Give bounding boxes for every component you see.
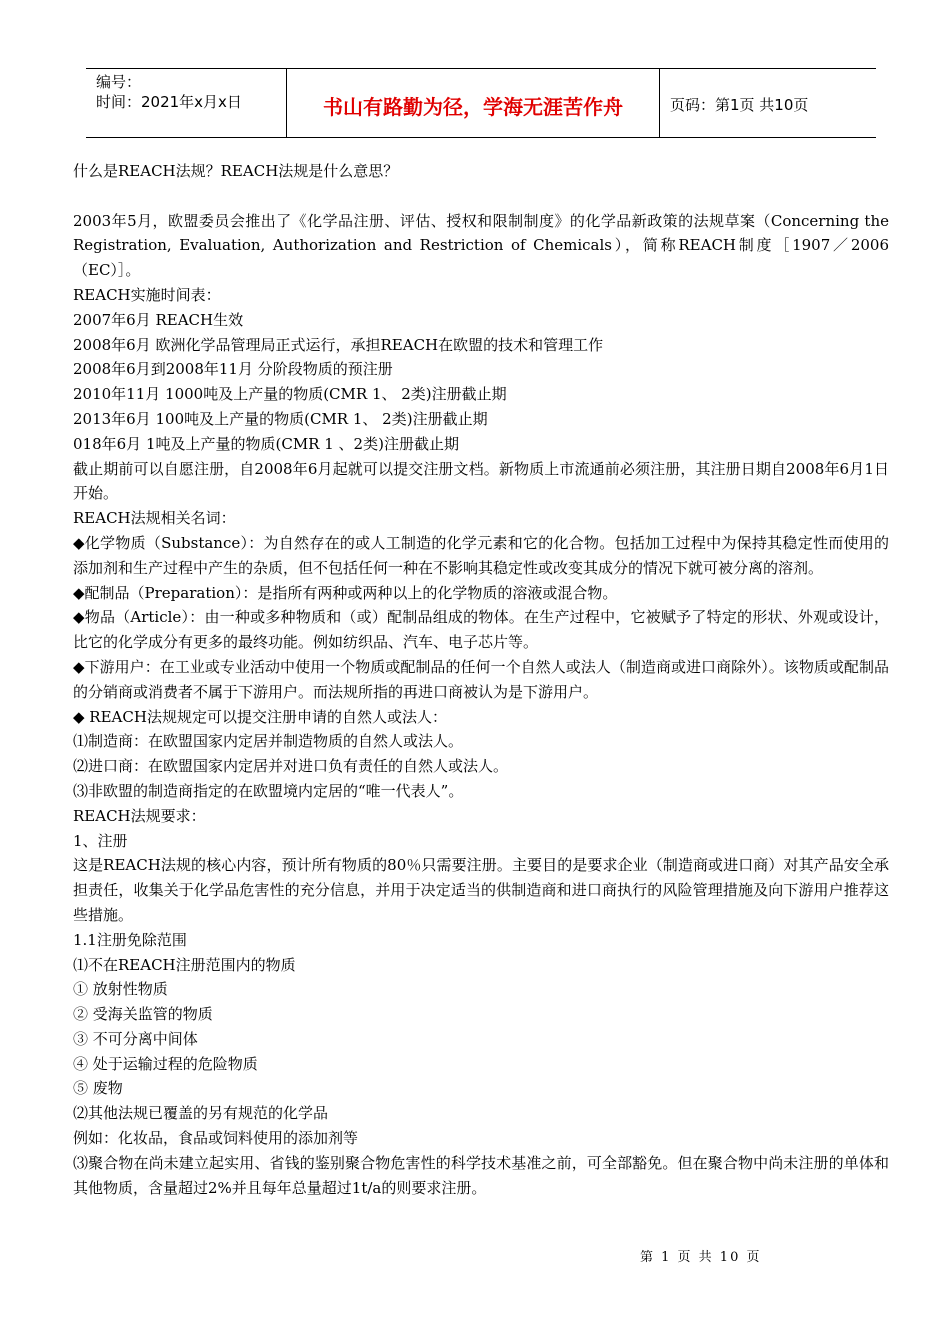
paragraph: REACH法规要求： [73,806,206,825]
paragraph: 2003年5月，欧盟委员会推出了《化学品注册、评估、授权和限制制度》的化学品新政策的法规草案（Concerning the Registration, Evaluation, Authorization and Restriction of Chemicals），简称REACH制度［1907／2006（EC）］。 [73,211,889,280]
paragraph: 2008年6月到2008年11月 分阶段物质的预注册 [73,360,393,379]
paragraph: ◆配制品（Preparation）：是指所有两种或两种以上的化学物质的溶液或混合物。 [73,583,618,602]
header-motto: 书山有路勤为径，学海无涯苦作舟 [287,69,660,137]
paragraph: 1、注册 [73,831,128,850]
header-number: 编号： [96,73,142,91]
paragraph: ⑶聚合物在尚未建立起实用、省钱的鉴别聚合物危害性的科学技术基准之前，可全部豁免。但在聚合物中尚未注册的单体和其他物质，含量超过2%并且每年总量超过1t/a的则要求注册。 [73,1153,889,1197]
blank-line [73,184,889,209]
paragraph: 例如：化妆品，食品或饲料使用的添加剂等 [73,1129,359,1148]
paragraph: ⑤ 废物 [73,1079,123,1098]
paragraph: 1.1注册免除范围 [73,930,187,949]
paragraph: ⑴不在REACH注册范围内的物质 [73,955,296,974]
paragraph: ◆下游用户：在工业或专业活动中使用一个物质或配制品的任何一个自然人或法人（制造商或进口商除外）。该物质或配制品的分销商或消费者不属于下游用户。而法规所指的再进口商被认为是下游用户。 [73,657,889,701]
paragraph: ① 放射性物质 [73,980,168,999]
paragraph: 截止期前可以自愿注册，自2008年6月起就可以提交注册文档。新物质上市流通前必须注册，其注册日期自2008年6月1日开始。 [73,459,889,503]
paragraph: REACH法规相关名词： [73,509,236,528]
paragraph: ⑶非欧盟的制造商指定的在欧盟境内定居的“唯一代表人”。 [73,781,464,800]
paragraph: ③ 不可分离中间体 [73,1029,198,1048]
paragraph: REACH实施时间表： [73,285,221,304]
paragraph: 这是REACH法规的核心内容，预计所有物质的80％只需要注册。主要目的是要求企业（制造商或进口商）对其产品安全承担责任，收集关于化学品危害性的充分信息，并用于决定适当的供制造商和进口商执行的风险管理措施及向下游用户推荐这些措施。 [73,856,889,924]
paragraph: ◆物品（Article）：由一种或多种物质和（或）配制品组成的物体。在生产过程中，它被赋予了特定的形状、外观或设计，比它的化学成分有更多的最终功能。例如纺织品、汽车、电子芯片等。 [73,608,889,652]
document-title-line: 什么是REACH法规？REACH法规是什么意思？ [73,162,399,180]
paragraph: 2013年6月 100吨及上产量的物质(CMR 1、 2类)注册截止期 [73,409,488,428]
paragraph: ◆化学物质（Substance）：为自然存在的或人工制造的化学元素和它的化合物。包括加工过程中为保持其稳定性而使用的添加剂和生产过程中产生的杂质，但不包括任何一种在不影响其稳定性或改变其成分的情况下就可被分离的溶剂。 [73,533,889,577]
header-page-number: 页码：第1页 共10页 [670,95,809,114]
paragraph: 2007年6月 REACH生效 [73,310,244,329]
document-body [73,159,889,1200]
header-time: 时间：2021年x月x日 [96,93,242,111]
page-footer: 第 1 页 共 10 页 [640,1250,762,1265]
paragraph: 018年6月 1吨及上产量的物质(CMR 1 、2类)注册截止期 [73,434,459,453]
paragraph: 2010年11月 1000吨及上产量的物质(CMR 1、 2类)注册截止期 [73,385,507,404]
paragraph: ② 受海关监管的物质 [73,1005,213,1024]
paragraph: ⑵进口商：在欧盟国家内定居并对进口负有责任的自然人或法人。 [73,757,509,776]
page-header [86,68,876,138]
paragraph: 2008年6月 欧洲化学品管理局正式运行，承担REACH在欧盟的技术和管理工作 [73,335,604,354]
paragraph: ④ 处于运输过程的危险物质 [73,1054,258,1073]
paragraph: ⑵其他法规已覆盖的另有规范的化学品 [73,1104,329,1123]
paragraph: ⑴制造商：在欧盟国家内定居并制造物质的自然人或法人。 [73,732,464,751]
header-meta [86,69,287,137]
paragraph: ◆ REACH法规规定可以提交注册申请的自然人或法人： [73,707,447,726]
